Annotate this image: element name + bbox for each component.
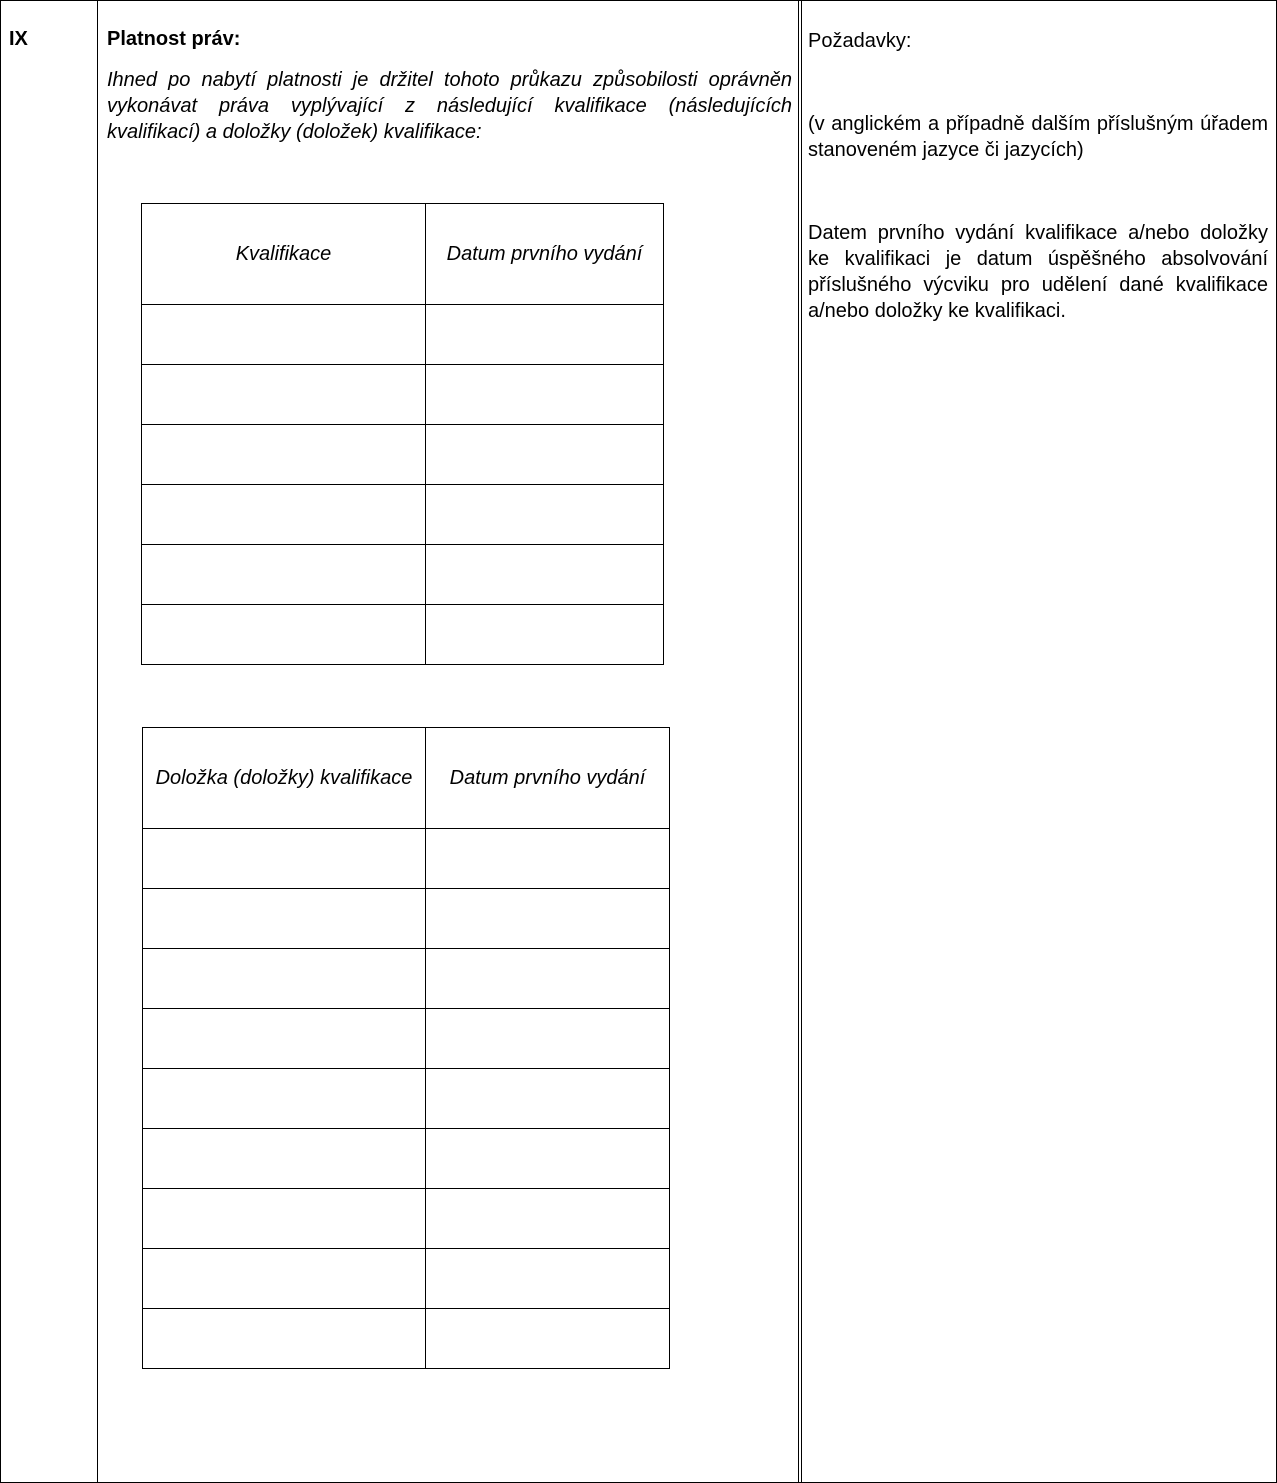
date-cell <box>426 1009 670 1069</box>
qualification-cell <box>142 365 426 425</box>
section-intro: Ihned po nabytí platnosti je držitel tohoto průkazu způsobilosti oprávněn vykonávat práva vyplývající z následující kvalifikace (následujících kvalifikací) a doložky (doložek) kvalifikace: <box>107 69 792 143</box>
table-header-row <box>143 728 670 829</box>
date-note: Datem prvního vydání kvalifikace a/nebo doložky ke kvalifikaci je datum úspěšného absolvování příslušného výcviku pro udělení dané kvalifikace a/nebo doložky ke kvalifikaci. <box>808 222 1268 322</box>
date-cell <box>426 1129 670 1189</box>
date-cell <box>426 1309 670 1369</box>
qualification-cell <box>143 1069 426 1129</box>
qualification-cell <box>142 605 426 665</box>
date-cell <box>426 1249 670 1309</box>
qualification-cell <box>143 1129 426 1189</box>
table-row <box>143 1069 670 1129</box>
requirements-label: Požadavky: <box>808 30 912 52</box>
table-header-row <box>142 204 664 305</box>
table-row <box>143 1009 670 1069</box>
date-cell <box>426 365 664 425</box>
column-divider <box>798 0 799 1483</box>
table-row <box>143 1129 670 1189</box>
column-divider <box>97 0 98 1483</box>
table-row <box>143 1309 670 1369</box>
table-row <box>142 485 664 545</box>
language-note: (v anglickém a případně dalším příslušným úřadem stanoveném jazyce či jazycích) <box>808 113 1268 161</box>
column-divider <box>801 0 802 1483</box>
qualification-cell <box>143 829 426 889</box>
date-cell <box>426 485 664 545</box>
date-cell <box>426 889 670 949</box>
rating-header: Kvalifikace <box>142 204 426 305</box>
qualification-cell <box>142 305 426 365</box>
date-cell <box>426 949 670 1009</box>
qualification-cell <box>143 1309 426 1369</box>
section-title: Platnost práv: <box>107 28 241 50</box>
qualification-cell <box>143 889 426 949</box>
table-row <box>142 365 664 425</box>
qualification-cell <box>143 949 426 1009</box>
section-number: IX <box>9 28 28 50</box>
date-cell <box>426 605 664 665</box>
date-cell <box>426 425 664 485</box>
table-row <box>142 305 664 365</box>
first-issue-date-header: Datum prvního vydání <box>426 728 670 829</box>
qualification-cell <box>142 425 426 485</box>
qualification-cell <box>143 1249 426 1309</box>
date-cell <box>426 305 664 365</box>
table-row <box>143 1249 670 1309</box>
table-row <box>142 605 664 665</box>
date-cell <box>426 829 670 889</box>
qualification-cell <box>142 485 426 545</box>
ratings-table <box>141 203 664 665</box>
table-row <box>142 545 664 605</box>
qualification-cell <box>143 1189 426 1249</box>
first-issue-date-header: Datum prvního vydání <box>426 204 664 305</box>
date-cell <box>426 1189 670 1249</box>
table-row <box>143 829 670 889</box>
date-cell <box>426 545 664 605</box>
table-row <box>143 949 670 1009</box>
date-cell <box>426 1069 670 1129</box>
endorsements-table <box>142 727 670 1369</box>
endorsement-header: Doložka (doložky) kvalifikace <box>143 728 426 829</box>
table-row <box>143 889 670 949</box>
table-row <box>143 1189 670 1249</box>
table-row <box>142 425 664 485</box>
qualification-cell <box>143 1009 426 1069</box>
qualification-cell <box>142 545 426 605</box>
